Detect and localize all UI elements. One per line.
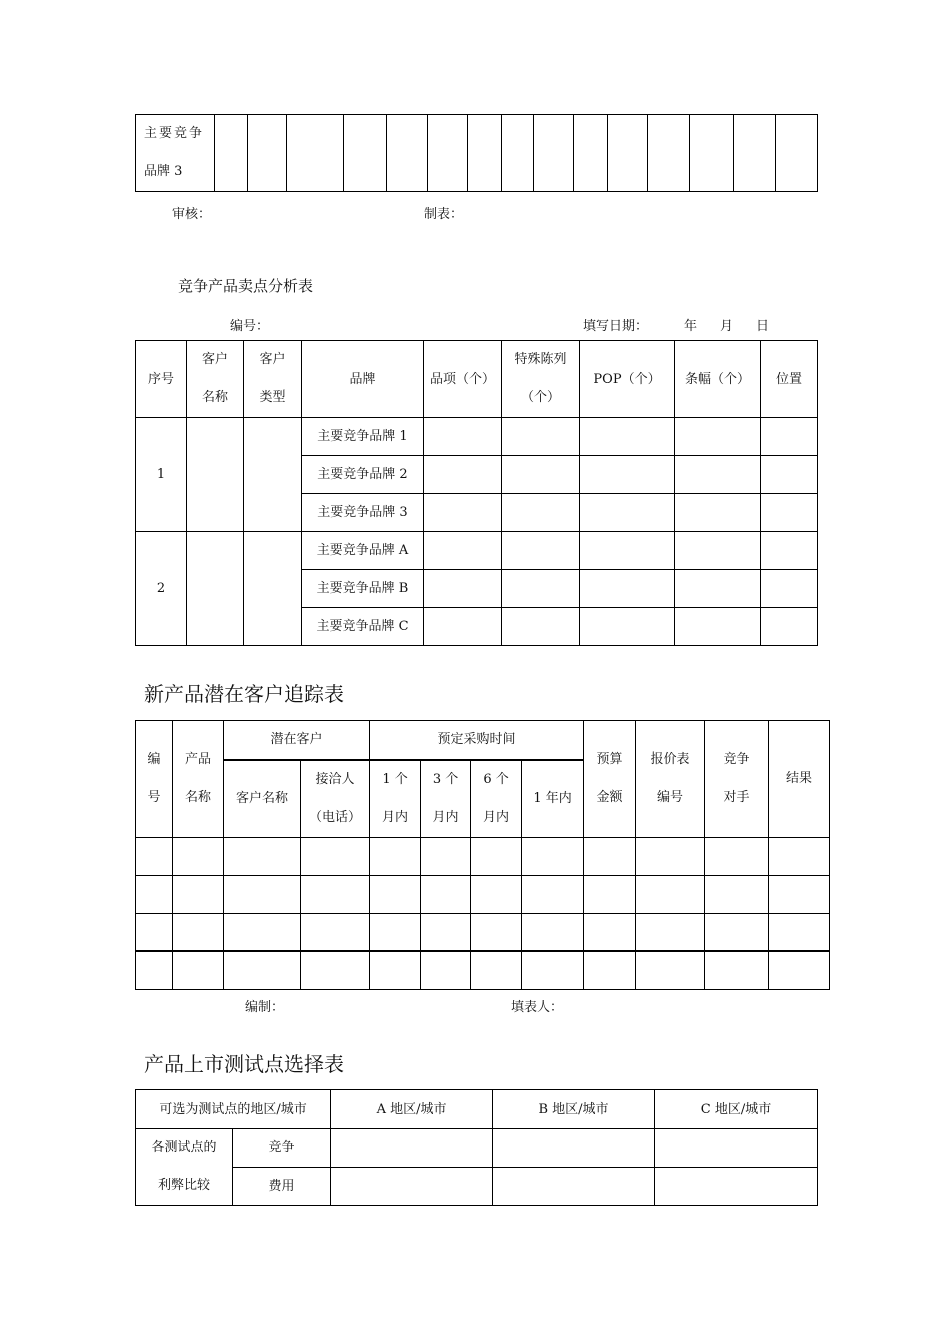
- table-cell: [136, 951, 173, 989]
- brand3-row-label: [136, 115, 215, 192]
- header-competitor: [705, 721, 769, 838]
- header-number-1: 编: [147, 751, 161, 767]
- table-cell: [471, 875, 522, 913]
- header-1-year: 1 年内: [522, 760, 584, 838]
- table-cell: [424, 532, 502, 570]
- table-cell: [584, 837, 636, 875]
- table-cell: [608, 115, 648, 192]
- table-cell: [580, 570, 675, 608]
- table-cell: [424, 418, 502, 456]
- made-label: 制表：: [424, 207, 464, 222]
- header-comp-1: 竞争: [723, 751, 750, 767]
- header-contact-2: （电话）: [309, 809, 362, 825]
- header-contact-1: 接洽人: [315, 771, 355, 787]
- brand-cell: 主要竞争品牌 1: [302, 418, 424, 456]
- table-cell: [636, 913, 705, 951]
- table-cell: [301, 913, 370, 951]
- table-cell: [534, 115, 574, 192]
- header-customer-name: 客户名称: [224, 760, 301, 838]
- table-cell: [584, 875, 636, 913]
- table-cell: [675, 418, 761, 456]
- header-purchase-time: 预定采购时间: [370, 721, 584, 760]
- table-cell: [173, 951, 224, 989]
- header-pop: POP（个）: [580, 341, 675, 418]
- group2-seq: 2: [136, 532, 187, 646]
- table-cell: [675, 494, 761, 532]
- header-6-months: [471, 760, 522, 838]
- table-cell: [331, 1167, 493, 1206]
- table-cell: [370, 875, 421, 913]
- row-compete-label: 竞争: [233, 1129, 331, 1168]
- header-m3-2: 月内: [432, 809, 459, 825]
- table-cell: [522, 837, 584, 875]
- table-cell: [690, 115, 734, 192]
- table-row: [136, 1167, 818, 1206]
- table-row: [136, 1129, 818, 1168]
- table-cell: [636, 951, 705, 989]
- header-budget-1: 预算: [596, 751, 623, 767]
- table-cell: [705, 951, 769, 989]
- table-cell: [187, 532, 244, 646]
- table-cell: [428, 115, 468, 192]
- table-cell: [776, 115, 818, 192]
- compare-label: [136, 1129, 233, 1206]
- filler-label: 填表人：: [511, 1000, 564, 1015]
- table-cell: [471, 951, 522, 989]
- brand-cell: 主要竞争品牌 B: [302, 570, 424, 608]
- table-cell: [705, 837, 769, 875]
- table-cell: [287, 115, 344, 192]
- header-region-b: B 地区/城市: [493, 1090, 655, 1129]
- header-region-c: C 地区/城市: [655, 1090, 818, 1129]
- header-row-1: [136, 721, 830, 760]
- header-seq: 序号: [136, 341, 187, 418]
- header-items: 品项（个）: [424, 341, 502, 418]
- table-cell: [370, 913, 421, 951]
- table-cell: [769, 951, 830, 989]
- table-cell: [424, 494, 502, 532]
- table-cell: [675, 608, 761, 646]
- table-cell: [675, 456, 761, 494]
- table-cell: [136, 837, 173, 875]
- table-cell: [584, 951, 636, 989]
- table-cell: [301, 875, 370, 913]
- table-cell: [580, 456, 675, 494]
- table-cell: [370, 951, 421, 989]
- header-budget: [584, 721, 636, 838]
- header-region-label: 可选为测试点的地区/城市: [136, 1090, 331, 1129]
- header-customer-type-2: 类型: [259, 390, 286, 405]
- table-cell: [421, 951, 471, 989]
- competitor-selling-point-table: [135, 340, 818, 646]
- table-cell: [248, 115, 287, 192]
- competitor-brand-table-fragment: [135, 114, 818, 192]
- table-cell: [522, 951, 584, 989]
- compare-label-1: 各测试点的: [151, 1140, 217, 1155]
- date-month: 月: [720, 319, 734, 334]
- table-row: [136, 418, 818, 456]
- table-cell: [761, 494, 818, 532]
- table-cell: [493, 1167, 655, 1206]
- table-cell: [705, 913, 769, 951]
- table-cell: [675, 532, 761, 570]
- header-special-1: 特殊陈列: [514, 352, 567, 367]
- table-cell: [574, 115, 608, 192]
- table-cell: [655, 1167, 818, 1206]
- section2-number-label: 编号：: [230, 319, 270, 334]
- table-cell: [224, 913, 301, 951]
- table-cell: [761, 570, 818, 608]
- group1-seq: 1: [136, 418, 187, 532]
- table-cell: [493, 1129, 655, 1168]
- header-result: 结果: [769, 721, 830, 838]
- header-3-months: [421, 760, 471, 838]
- table-cell: [636, 875, 705, 913]
- header-m6-1: 6 个: [483, 771, 509, 787]
- table-cell: [424, 456, 502, 494]
- header-customer-name-1: 客户: [201, 352, 228, 367]
- header-m6-2: 月内: [483, 809, 510, 825]
- header-product-name: [173, 721, 224, 838]
- table-cell: [370, 837, 421, 875]
- table-cell: [421, 913, 471, 951]
- table-cell: [244, 418, 302, 532]
- header-product-1: 产品: [184, 751, 211, 767]
- table-cell: [761, 608, 818, 646]
- table-cell: [502, 608, 580, 646]
- header-banner: 条幅（个）: [675, 341, 761, 418]
- table-cell: [344, 115, 387, 192]
- header-customer-name-2: 名称: [201, 390, 228, 405]
- table-cell: [424, 570, 502, 608]
- header-product-2: 名称: [184, 789, 211, 805]
- table-cell: [580, 494, 675, 532]
- table-cell: [636, 837, 705, 875]
- brand-cell: 主要竞争品牌 2: [302, 456, 424, 494]
- review-label: 审核：: [172, 207, 212, 222]
- compare-label-2: 利弊比较: [157, 1178, 210, 1193]
- edit-label: 编制：: [245, 1000, 285, 1015]
- row-cost-label: 费用: [233, 1167, 331, 1206]
- header-quote-number: [636, 721, 705, 838]
- header-m1-2: 月内: [382, 809, 409, 825]
- table-cell: [675, 570, 761, 608]
- header-comp-2: 对手: [723, 789, 750, 805]
- header-1-month: [370, 760, 421, 838]
- table-cell: [522, 875, 584, 913]
- header-region-a: A 地区/城市: [331, 1090, 493, 1129]
- date-year: 年: [684, 319, 698, 334]
- header-row: [136, 1090, 818, 1129]
- table-cell: [173, 837, 224, 875]
- table-row: [136, 875, 830, 913]
- table-cell: [502, 418, 580, 456]
- table-cell: [421, 875, 471, 913]
- table-cell: [187, 418, 244, 532]
- table-row: [136, 913, 830, 951]
- brand-cell: 主要竞争品牌 A: [302, 532, 424, 570]
- brand3-label-line2: 品牌 3: [144, 164, 183, 179]
- table-cell: [584, 913, 636, 951]
- section3-title: 新产品潜在客户追踪表: [144, 682, 344, 706]
- table-cell: [761, 532, 818, 570]
- table-cell: [580, 532, 675, 570]
- header-number-2: 号: [147, 789, 161, 805]
- header-row: [136, 341, 818, 418]
- table-cell: [224, 875, 301, 913]
- table-cell: [331, 1129, 493, 1168]
- table-cell: [387, 115, 428, 192]
- table-cell: [471, 913, 522, 951]
- table-cell: [173, 875, 224, 913]
- brand-cell: 主要竞争品牌 C: [302, 608, 424, 646]
- header-quote-2: 编号: [657, 789, 684, 805]
- table-row: [136, 837, 830, 875]
- header-potential-customer: 潜在客户: [224, 721, 370, 760]
- potential-customer-tracking-table: [135, 720, 830, 990]
- table-cell: [468, 115, 502, 192]
- table-cell: [580, 608, 675, 646]
- table-cell: [424, 608, 502, 646]
- header-quote-1: 报价表: [650, 751, 690, 767]
- brand-cell: 主要竞争品牌 3: [302, 494, 424, 532]
- table-cell: [136, 875, 173, 913]
- table-cell: [705, 875, 769, 913]
- table-cell: [215, 115, 248, 192]
- table-cell: [522, 913, 584, 951]
- table-cell: [761, 418, 818, 456]
- section2-title: 竞争产品卖点分析表: [178, 277, 314, 295]
- header-number: [136, 721, 173, 838]
- table-cell: [421, 837, 471, 875]
- section4-title: 产品上市测试点选择表: [144, 1052, 344, 1076]
- table-cell: [502, 456, 580, 494]
- header-customer-name: [187, 341, 244, 418]
- table-cell: [769, 875, 830, 913]
- table-cell: [502, 532, 580, 570]
- table-cell: [648, 115, 690, 192]
- table-row: [136, 951, 830, 989]
- table-cell: [224, 837, 301, 875]
- table-row: [136, 532, 818, 570]
- header-customer-type: [244, 341, 302, 418]
- date-day: 日: [756, 319, 770, 334]
- brand3-label-line1: 主要竞争: [144, 126, 205, 141]
- test-point-selection-table: [135, 1089, 818, 1206]
- table-cell: [471, 837, 522, 875]
- header-contact: [301, 760, 370, 838]
- table-cell: [580, 418, 675, 456]
- header-budget-2: 金额: [596, 789, 623, 805]
- table-cell: [173, 913, 224, 951]
- table-cell: [301, 837, 370, 875]
- table-cell: [136, 913, 173, 951]
- table-cell: [502, 115, 534, 192]
- section2-date-label: 填写日期：: [583, 319, 649, 334]
- header-brand: 品牌: [302, 341, 424, 418]
- header-special-2: （个）: [520, 390, 560, 405]
- table-cell: [761, 456, 818, 494]
- table-cell: [655, 1129, 818, 1168]
- table-cell: [301, 951, 370, 989]
- header-customer-type-1: 客户: [259, 352, 286, 367]
- header-special-display: [502, 341, 580, 418]
- table-cell: [734, 115, 776, 192]
- table-cell: [224, 951, 301, 989]
- header-m1-1: 1 个: [382, 771, 408, 787]
- table-cell: [244, 532, 302, 646]
- header-m3-1: 3 个: [432, 771, 459, 787]
- table-cell: [769, 837, 830, 875]
- table-cell: [769, 913, 830, 951]
- table-cell: [502, 494, 580, 532]
- table-cell: [502, 570, 580, 608]
- header-position: 位置: [761, 341, 818, 418]
